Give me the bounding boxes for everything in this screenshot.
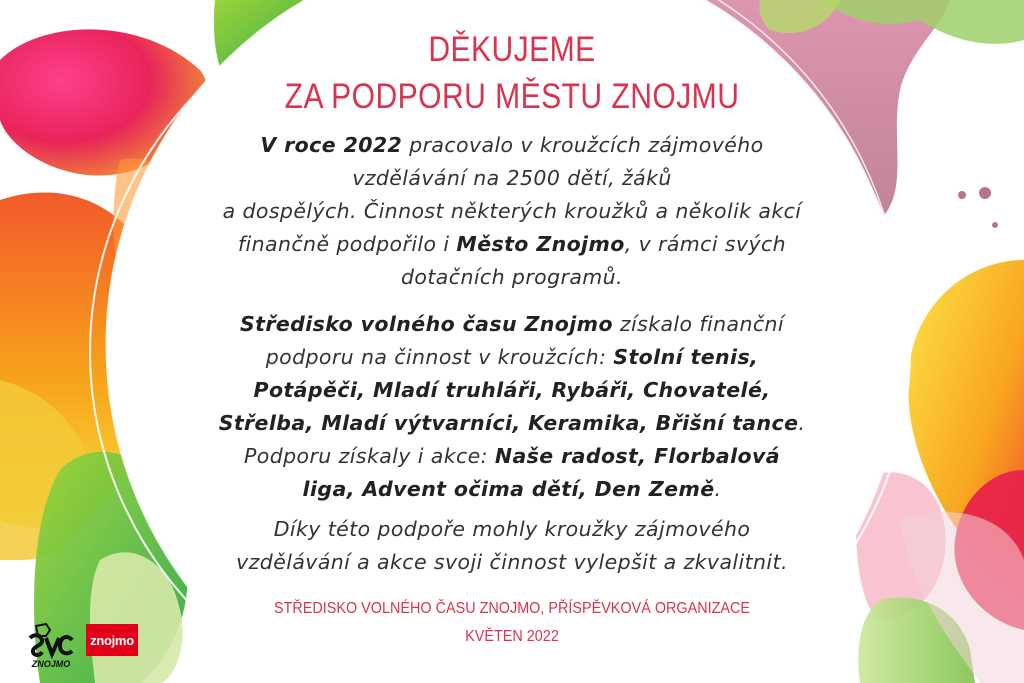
svc-logo-text: ZNOJMO [31, 659, 71, 669]
paragraph-funding [170, 308, 854, 506]
paragraph1-line [170, 261, 854, 294]
paragraph2-line [170, 407, 854, 440]
text-segment: , v rámci svých [624, 232, 787, 256]
text-segment: a dospělých. Činnost některých kroužků a několik akcí [222, 199, 802, 223]
bold-text: Naše radost, Florbalová [494, 444, 780, 468]
paragraph1-line [170, 129, 854, 162]
bold-text: V roce 2022 [260, 133, 403, 157]
paragraph1-line [170, 162, 854, 195]
paragraph2-line [170, 341, 854, 374]
paragraph1-line [170, 228, 854, 261]
znojmo-logo: znojmo [86, 624, 138, 656]
text-segment: vzdělávání na 2500 dětí, žáků [352, 166, 672, 190]
text-segment: . [798, 411, 806, 435]
paragraph-intro [170, 129, 854, 294]
text-segment: Podporu získaly i akce: [244, 444, 495, 468]
svc-logo [26, 620, 76, 670]
paragraph2-line [170, 473, 854, 506]
footer-organization: STŘEDISKO VOLNÉHO ČASU ZNOJMO, PŘÍSPĚVKOVÁ ORGANIZACE [273, 600, 751, 617]
text-segment: dotačních programů. [401, 265, 623, 289]
bold-text: Stolní tenis, [613, 345, 759, 369]
text-segment: získalo finanční [612, 312, 784, 336]
text-segment: podporu na činnost v kroužcích: [265, 345, 614, 369]
paragraph3-line [170, 546, 854, 579]
bold-text: Středisko volného času Znojmo [240, 312, 613, 336]
bold-text: Potápěči, Mladí truhláři, Rybáři, Chovatelé, [253, 378, 771, 402]
text-segment: vzdělávání a akce svoji činnost vylepšit a zkvalitnit. [236, 550, 788, 574]
bold-text: Střelba, Mladí výtvarníci, Keramika, Břišní tance [218, 411, 799, 435]
paragraph3-line [170, 513, 854, 546]
paragraph2-line [170, 308, 854, 341]
paragraph2-line [170, 374, 854, 407]
text-segment: finančně podpořilo i [237, 232, 457, 256]
bold-text: liga, Advent očima dětí, Den Země [302, 477, 715, 501]
text-segment: Díky této podpoře mohly kroužky zájmového [273, 517, 751, 541]
page-title-line2: ZA PODPORU MĚSTU ZNOJMU [284, 77, 740, 116]
text-segment: . [714, 477, 722, 501]
page-title-line1: DĚKUJEME [428, 30, 596, 69]
footer-date: KVĚTEN 2022 [465, 628, 559, 645]
paragraph2-line [170, 440, 854, 473]
bold-text: Město Znojmo [456, 232, 625, 256]
text-segment: pracovalo v kroužcích zájmového [402, 133, 764, 157]
paragraph1-line [170, 195, 854, 228]
paragraph-thanks [170, 513, 854, 579]
